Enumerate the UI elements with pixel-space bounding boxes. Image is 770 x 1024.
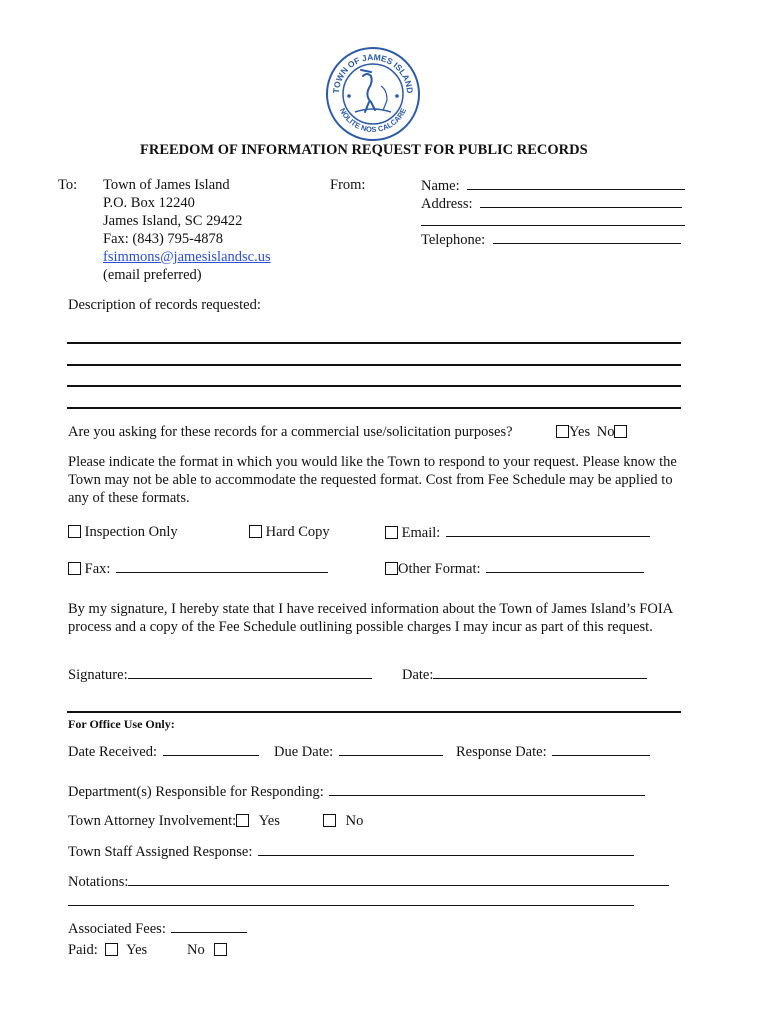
to-line-2: P.O. Box 12240 [103,195,195,211]
description-line-3[interactable] [67,385,681,387]
attorney-label: Town Attorney Involvement: [68,813,237,829]
commercial-yes-checkbox[interactable] [556,425,569,438]
hard-copy-checkbox[interactable] [249,525,262,538]
description-line-2[interactable] [67,364,681,366]
address-label: Address: [421,196,473,212]
telephone-field[interactable] [493,231,681,244]
description-line-1[interactable] [67,342,681,344]
date-label: Date: [402,667,434,683]
fees-label: Associated Fees: [68,921,166,937]
format-instructions: Please indicate the format in which you would like the Town to respond to your request. Please know the Town may not be able to accommodate the requested format. Cost from Fee Schedule may be applied to any of these formats. [68,454,677,506]
fees-field[interactable] [171,920,247,933]
inspection-checkbox[interactable] [68,525,81,538]
from-label: From: [330,177,366,193]
attorney-no-label: No [345,813,364,829]
seal-bottom-text: NOLITE NOS CALCARE [337,106,409,135]
other-format-label: Other Format: [398,561,481,577]
date-received-field[interactable] [163,743,259,756]
paid-yes-label: Yes [126,942,148,958]
name-field[interactable] [467,177,685,190]
staff-field[interactable] [258,843,634,856]
email-link[interactable]: fsimmons@jamesislandsc.us [103,249,271,265]
to-line-1: Town of James Island [103,177,230,193]
fax-checkbox[interactable] [68,562,81,575]
departments-label: Department(s) Responsible for Responding: [68,784,324,800]
notations-field-2[interactable] [68,893,634,906]
commercial-question: Are you asking for these records for a commercial use/solicitation purposes? [68,424,513,440]
date-field[interactable] [433,666,647,679]
email-format-label: Email: [401,525,441,541]
description-label: Description of records requested: [68,297,261,313]
paid-no-label: No [187,942,205,958]
commercial-no-checkbox[interactable] [614,425,627,438]
paid-yes-checkbox[interactable] [105,943,118,956]
notations-label: Notations: [68,874,129,890]
other-format-field[interactable] [486,560,644,573]
attorney-no-checkbox[interactable] [323,814,336,827]
description-line-4[interactable] [67,407,681,409]
fax-field[interactable] [116,560,328,573]
attorney-yes-label: Yes [258,813,280,829]
to-label: To: [58,177,78,193]
email-format-field[interactable] [446,524,650,537]
to-line-4: Fax: (843) 795-4878 [103,231,224,247]
other-format-checkbox[interactable] [385,562,398,575]
signature-field[interactable] [128,666,372,679]
response-date-field[interactable] [552,743,650,756]
date-received-label: Date Received: [68,744,157,760]
email-format-checkbox[interactable] [385,526,398,539]
paid-label: Paid: [68,942,98,958]
response-date-label: Response Date: [456,744,547,760]
departments-field[interactable] [329,783,645,796]
due-date-label: Due Date: [274,744,334,760]
commercial-yes-label: Yes [569,424,591,440]
staff-label: Town Staff Assigned Response: [68,844,253,860]
signature-statement: By my signature, I hereby state that I have received information about the Town of James Island’s FOIA process and a copy of the Fee Schedule outlining possible charges I may incur as part of this request. [68,601,673,635]
name-label: Name: [421,178,460,194]
commercial-no-label: No [596,424,615,440]
town-seal-logo [325,46,421,142]
email-preferred-note: (email preferred) [103,267,202,283]
telephone-label: Telephone: [421,232,486,248]
paid-no-checkbox[interactable] [214,943,227,956]
attorney-yes-checkbox[interactable] [236,814,249,827]
address-field-2[interactable] [421,213,685,226]
address-field-1[interactable] [480,195,682,208]
seal-top-text: TOWN OF JAMES ISLAND [330,51,416,94]
notations-field-1[interactable] [128,873,669,886]
hard-copy-label: Hard Copy [265,524,330,540]
signature-label: Signature: [68,667,128,683]
fax-label: Fax: [84,561,111,577]
due-date-field[interactable] [339,743,443,756]
office-divider [67,711,681,713]
form-title: FREEDOM OF INFORMATION REQUEST FOR PUBLIC RECORDS [140,142,588,158]
to-line-3: James Island, SC 29422 [103,213,243,229]
office-use-heading: For Office Use Only: [68,717,175,731]
inspection-label: Inspection Only [84,524,178,540]
